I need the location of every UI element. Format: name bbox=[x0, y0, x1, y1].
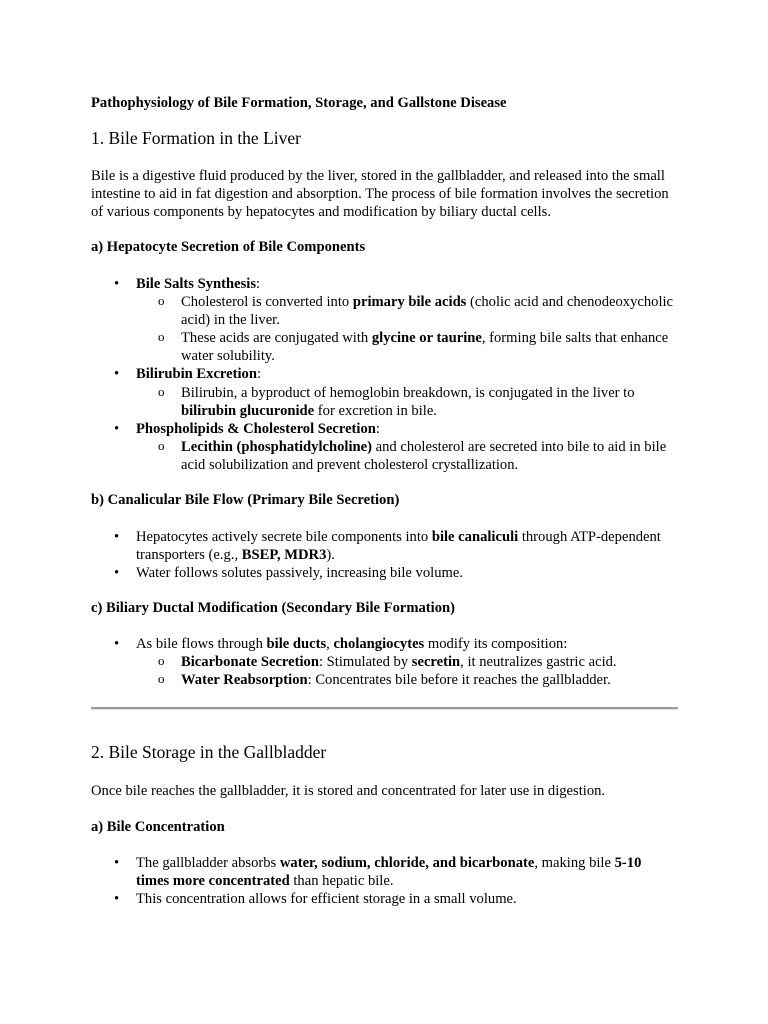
list-item-efficient-storage: • This concentration allows for efficient storage in a small volume. bbox=[114, 891, 517, 907]
sub-item-bicarbonate: o Bicarbonate Secretion: Stimulated by secretin, it neutralizes gastric acid. bbox=[158, 653, 617, 670]
bullet-marker: • bbox=[114, 529, 120, 545]
list-item-bilirubin: • Bilirubin Excretion: bbox=[114, 366, 262, 382]
bullet-marker: • bbox=[114, 565, 120, 581]
bullet-marker: • bbox=[114, 366, 120, 382]
sub-marker: o bbox=[158, 329, 165, 344]
bullet-marker: • bbox=[114, 855, 120, 871]
list-item-water-follows: • Water follows solutes passively, increasing bile volume. bbox=[114, 565, 463, 581]
list-item-bile-ducts: • As bile flows through bile ducts, cholangiocytes modify its composition: bbox=[114, 636, 568, 652]
bullet-marker: • bbox=[114, 636, 120, 652]
sub-marker: o bbox=[158, 671, 165, 686]
section-2-heading: 2. Bile Storage in the Gallbladder bbox=[91, 742, 327, 762]
sub-item-lecithin: o Lecithin (phosphatidylcholine) and cholesterol are secreted into bile to aid in bile acid solubilization and prevent cholesterol crystallization. bbox=[158, 438, 667, 473]
subsection-1b-heading: b) Canalicular Bile Flow (Primary Bile Secretion) bbox=[91, 492, 400, 508]
sub-marker: o bbox=[158, 293, 165, 308]
subsection-1a-heading: a) Hepatocyte Secretion of Bile Components bbox=[91, 239, 366, 255]
bullet-marker: • bbox=[114, 891, 120, 907]
bullet-marker: • bbox=[114, 276, 120, 292]
subsection-2a-heading: a) Bile Concentration bbox=[91, 819, 225, 835]
bullet-marker: • bbox=[114, 421, 120, 437]
subsection-1c-heading: c) Biliary Ductal Modification (Secondary Bile Formation) bbox=[91, 600, 455, 616]
sub-item-cholesterol: o Cholesterol is converted into primary bile acids (cholic acid and chenodeoxycholic acid) in the liver. bbox=[158, 293, 674, 328]
list-item-bile-salts: • Bile Salts Synthesis: bbox=[114, 276, 261, 292]
sub-marker: o bbox=[158, 438, 165, 453]
document-title: Pathophysiology of Bile Formation, Storage, and Gallstone Disease bbox=[91, 95, 507, 111]
list-item-phospholipids: • Phospholipids & Cholesterol Secretion: bbox=[114, 421, 380, 437]
sub-item-bilirubin-glucuronide: o Bilirubin, a byproduct of hemoglobin breakdown, is conjugated in the liver to bilirubin glucuronide for excretion in bile. bbox=[158, 384, 635, 419]
sub-marker: o bbox=[158, 384, 165, 399]
sub-marker: o bbox=[158, 653, 165, 668]
section-2-intro: Once bile reaches the gallbladder, it is stored and concentrated for later use in digestion. bbox=[91, 783, 606, 799]
list-item-canaliculi: • Hepatocytes actively secrete bile components into bile canaliculi through ATP-dependent transporters (e.g., BSEP, MDR3). bbox=[114, 529, 661, 563]
section-1-intro: Bile is a digestive fluid produced by the liver, stored in the gallbladder, and released into the small intestine to aid in fat digestion and absorption. The process of bile formation involves the secretion of various components by hepatocytes and modification by biliary ductal cells. bbox=[91, 168, 669, 220]
horizontal-divider bbox=[91, 707, 678, 710]
list-item-gallbladder-absorbs: • The gallbladder absorbs water, sodium, chloride, and bicarbonate, making bile 5-10 times more concentrated than hepatic bile. bbox=[114, 855, 642, 889]
sub-item-conjugation: o These acids are conjugated with glycine or taurine, forming bile salts that enhance water solubility. bbox=[158, 329, 669, 364]
sub-item-water-reabsorption: o Water Reabsorption: Concentrates bile before it reaches the gallbladder. bbox=[158, 671, 611, 688]
section-1-heading: 1. Bile Formation in the Liver bbox=[91, 128, 301, 148]
